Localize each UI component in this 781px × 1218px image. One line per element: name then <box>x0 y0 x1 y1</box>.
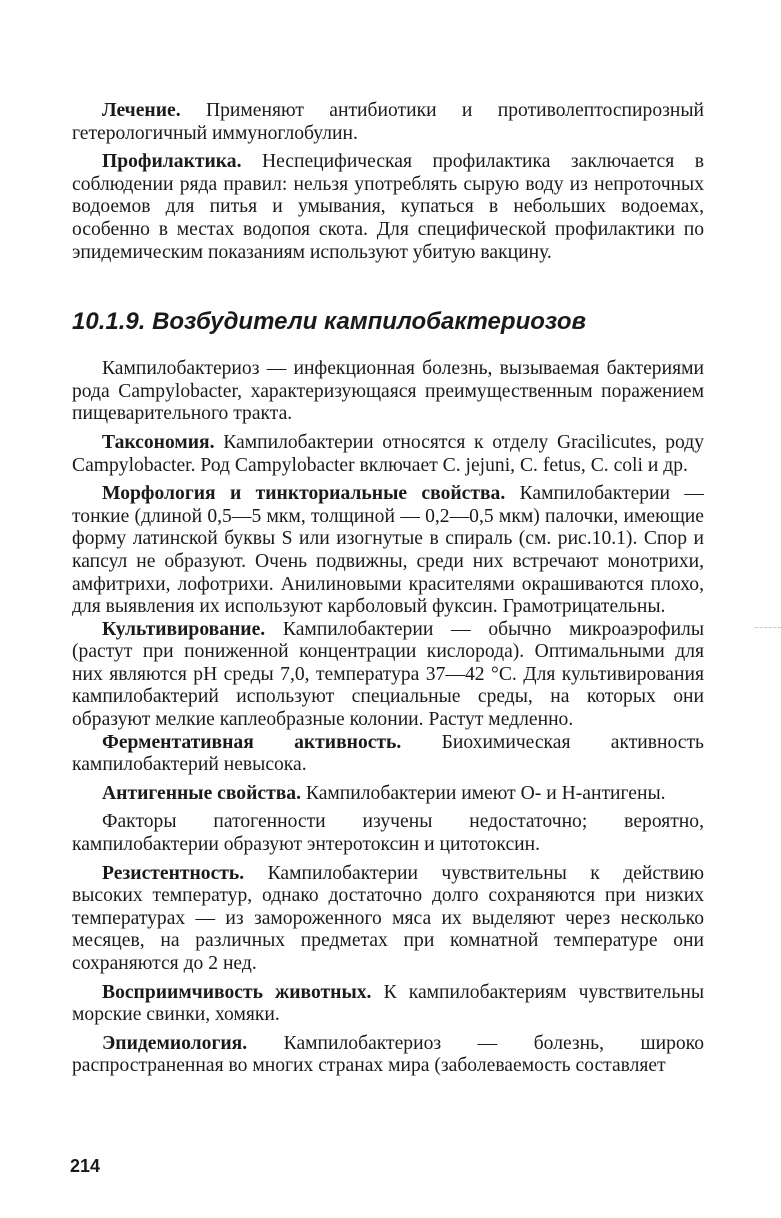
text-enzymatic: Биохимическая активность кампилобактерий невысока. <box>72 731 704 776</box>
paragraph-enzymatic <box>72 732 704 777</box>
paragraph-epidemiology <box>72 1033 704 1078</box>
term-morphology: Морфология и тинкториальные свойства. <box>102 483 506 505</box>
text-treatment: Применяют антибиотики и противолептоспирозный гетерологичный иммуноглобулин. <box>72 100 704 144</box>
margin-divider <box>755 627 781 629</box>
term-epidemiology: Эпидемиология. <box>102 1032 248 1054</box>
term-enzymatic: Ферментативная активность. <box>102 731 402 753</box>
text-epidemiology: Кампилобактериоз — болезнь, широко распространенная во многих странах мира (заболеваемость составляет <box>72 1032 704 1077</box>
section-heading: 10.1.9. Возбудители кампилобактериозов <box>72 308 586 336</box>
paragraph-antigens <box>72 783 704 806</box>
term-taxonomy: Таксономия. <box>102 431 215 453</box>
text-cultivation: Кампилобактерии — обычно микроаэрофилы (растут при пониженной концентрации кислорода). Оптимальными для них являются pH среды 7,0, температура 37—42 °C. Для культивирования кампилобактерий используют специальные среды, на которых они образуют мелкие каплеобразные колонии. Растут медленно. <box>72 618 704 731</box>
text-morphology: Кампилобактерии — тонкие (длиной 0,5—5 мкм, толщиной — 0,2—0,5 мкм) палочки, имеющие форму латинской буквы S или изогнутые в спираль (см. рис.10.1). Спор и капсул не образуют. Очень подвижны, среди них встречают монотрихи, амфитрихи, лофотрихи. Анилиновыми красителями окрашиваются плохо, для выявления их используют карболовый фуксин. Грамотрицательны. <box>72 483 704 618</box>
term-treatment: Лечение. <box>102 100 181 121</box>
term-cultivation: Культивирование. <box>102 618 266 640</box>
paragraph-resistance <box>72 863 704 976</box>
paragraph-taxonomy <box>72 432 704 477</box>
paragraph-intro: Кампилобактериоз — инфекционная болезнь, вызываемая бактериями рода Campylobacter, характеризующаяся преимущественным поражением пищеварительного тракта. <box>72 358 704 425</box>
term-resistance: Резистентность. <box>102 862 245 884</box>
paragraph-pathogenicity <box>72 811 704 856</box>
text-antigens: Кампилобактерии имеют O- и H-антигены. <box>301 782 666 804</box>
paragraph-cultivation <box>72 619 704 732</box>
term-susceptibility: Восприимчивость животных. <box>102 981 372 1003</box>
text-prevention: Неспецифическая профилактика заключается в соблюдении ряда правил: нельзя употреблять сырую воду из непроточных водоемов для питья и умывания, купаться в небольших водоемах, особенно в местах водопоя скота. Для специфической профилактики по эпидемическим показаниям используют убитую вакцину. <box>72 151 704 263</box>
term-prevention: Профилактика. <box>102 151 242 173</box>
page-number: 214 <box>70 1156 101 1176</box>
text-resistance: Кампилобактерии чувствительны к действию высоких температур, однако достаточно долго сохраняются при низких температурах — из замороженного мяса их выделяют через несколько месяцев, на различных предметах при комнатной температуре они сохраняются до 2 нед. <box>72 862 704 974</box>
paragraph-susceptibility <box>72 982 704 1027</box>
page-body <box>72 100 704 1078</box>
paragraph-prevention <box>72 151 704 264</box>
paragraph-morphology <box>72 483 704 619</box>
text-pathogenicity: Факторы патогенности изучены недостаточно; вероятно, кампилобактерии образуют энтеротоксин и цитотоксин. <box>72 811 704 856</box>
paragraph-treatment <box>72 100 704 145</box>
text-susceptibility: К кампилобактериям чувствительны морские свинки, хомяки. <box>72 981 705 1026</box>
text-taxonomy: Кампилобактерии относятся к отделу Gracilicutes, роду Campylobacter. Род Campylobacter включает C. jejuni, C. fetus, C. coli и др. <box>72 431 704 476</box>
term-antigens: Антигенные свойства. <box>102 782 301 804</box>
